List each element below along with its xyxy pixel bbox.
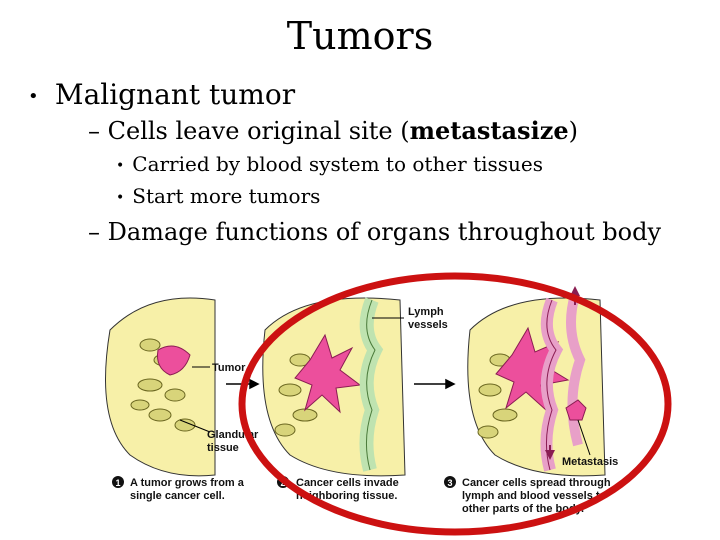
step-3-line-1: Cancer cells spread through: [462, 477, 611, 489]
sub-bullet-bold: metastasize: [409, 116, 569, 145]
label-lymph-2: vessels: [408, 319, 448, 331]
sub-bullet-prefix: – Cells leave original site (: [88, 117, 410, 145]
bullet-dot: •: [116, 157, 125, 174]
step-captions: [112, 476, 611, 515]
step-2-line-1: Cancer cells invade: [296, 477, 399, 489]
step-1-line-2: single cancer cell.: [130, 490, 225, 502]
sub-sub-bullet-text: Carried by blood system to other tissues: [132, 152, 544, 176]
slide-title: Tumors: [286, 14, 434, 58]
label-tumor: Tumor: [212, 362, 246, 374]
step-3-line-3: other parts of the body.: [462, 503, 585, 515]
step-2-number: 2: [280, 478, 286, 488]
panel-3-illustration: [468, 286, 605, 476]
step-3-number: 3: [447, 478, 453, 488]
sub-bullet-suffix: ): [568, 117, 578, 145]
sub-sub-bullet-text: Start more tumors: [132, 184, 321, 208]
step-3-line-2: lymph and blood vessels to: [462, 490, 607, 502]
label-glandular-1: Glandular: [207, 429, 259, 441]
step-1-line-1: A tumor grows from a: [130, 477, 244, 489]
step-1-number: 1: [115, 478, 121, 488]
label-glandular-2: tissue: [207, 442, 239, 454]
sub-bullet-damage: – Damage functions of organs throughout body: [88, 218, 662, 246]
label-lymph-1: Lymph: [408, 306, 444, 318]
step-2-line-2: neighboring tissue.: [296, 490, 398, 502]
panel-1-illustration: [106, 298, 216, 476]
bullet-dot: •: [28, 86, 39, 107]
label-metastasis: Metastasis: [562, 456, 619, 468]
bullet-text: Malignant tumor: [54, 78, 296, 111]
bullet-dot: •: [116, 189, 125, 206]
